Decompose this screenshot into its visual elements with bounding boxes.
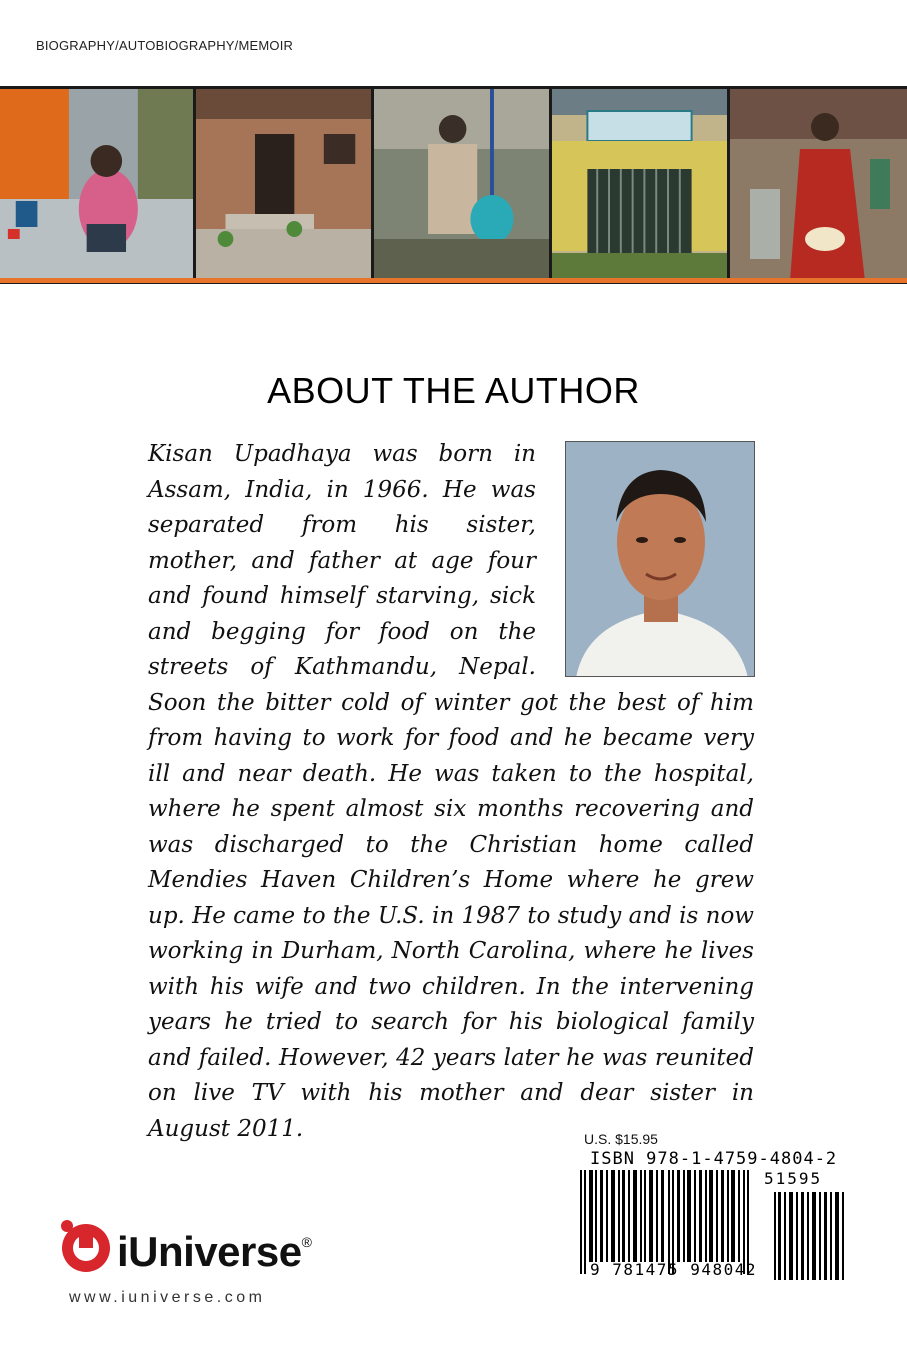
- publisher-name: [117, 1228, 311, 1276]
- photo-boy-water-tap: [374, 89, 552, 281]
- photo-school-gate: [552, 89, 730, 281]
- category-label: BIOGRAPHY/AUTOBIOGRAPHY/MEMOIR: [36, 38, 294, 53]
- isbn-digits: 9 781475 948042: [590, 1260, 757, 1279]
- isbn-label: ISBN 978-1-4759-4804-2: [590, 1149, 838, 1169]
- registered-mark: ®: [301, 1234, 312, 1250]
- publisher-logo: [55, 1216, 335, 1286]
- publisher-website: www.iuniverse.com: [69, 1289, 266, 1306]
- accent-line: [0, 278, 907, 283]
- photo-brick-house: [196, 89, 374, 281]
- photo-strip: [0, 86, 907, 284]
- price-label: U.S. $15.95: [584, 1131, 658, 1147]
- photo-girl-washing: [0, 89, 196, 281]
- photo-girl-plate: [730, 89, 907, 281]
- price-code: 51595: [764, 1169, 823, 1188]
- author-bio: [148, 437, 754, 1147]
- author-bio-text: Kisan Upadhaya was born in Assam, India, in 1966. He was separated from his sister, mother, and father at age four and found himself starving, sick and begging for food on the streets of Kathmandu, Nepal. Soon the bitter cold of winter got the best of him from having to work for food and he became very ill and near death. He was taken to the hospital, where he spent almost six months recovering and was discharged to the Christian home called Mendies Haven Children’s Home where he grew up. He came to the U.S. in 1987 to study and is now working in Durham, North Carolina, where he lives with his wife and two children. In the intervening years he tried to search for his biological family and failed. However, 42 years later he was reunited on live TV with his mother and dear sister in August 2011.: [148, 441, 754, 1142]
- photo-spacer: [536, 437, 754, 685]
- publisher-name-text: iUniverse: [117, 1228, 302, 1275]
- about-title: ABOUT THE AUTHOR: [267, 370, 640, 411]
- iuniverse-logo-icon: [55, 1216, 115, 1276]
